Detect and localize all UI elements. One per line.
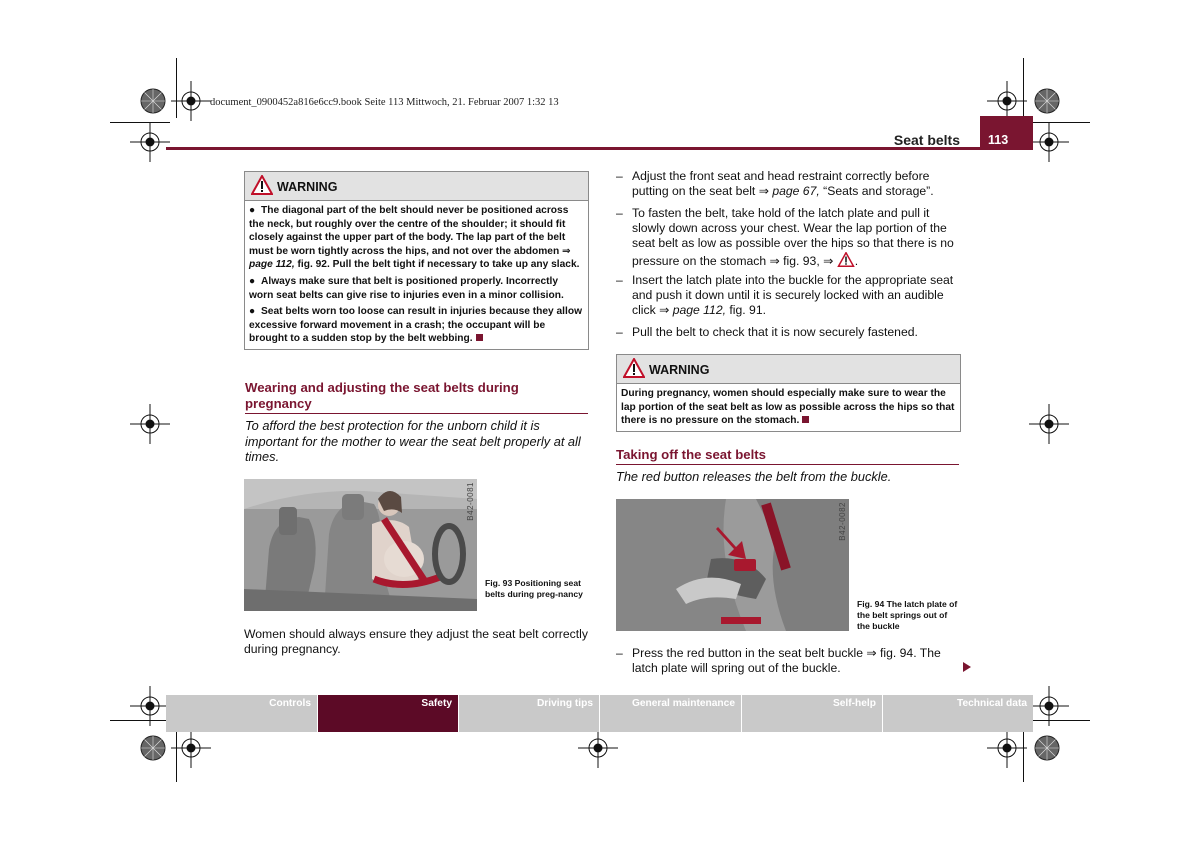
warning-header [245,172,588,201]
warning-box-2 [616,354,961,432]
bullet-icon: ● [249,205,256,216]
pregnancy-body-text: Women should always ensure they adjust the seat belt correctly during pregnancy. [244,627,588,657]
step-adjust-seat: – Adjust the front seat and head restraint correctly before putting on the seat belt ⇒ page 67, “Seats and storage”. [616,169,934,199]
figure-94-code: B42-0082 [838,502,847,541]
warning-triangle-icon [623,358,645,378]
nav-tab-general-maintenance[interactable]: General maintenance [600,695,741,732]
figure-94-image [616,499,849,631]
warning-title: WARNING [277,180,338,194]
nav-tab-technical-data[interactable]: Technical data [883,695,1033,732]
section-intro-pregnancy: To afford the best protection for the unborn child it is important for the mother to wear the seat belt properly at all times. [245,418,581,465]
warning-paragraph-3: ● Seat belts worn too loose can result in injuries because they allow excessive forward movement in a crash; the occupant will be brought to a sudden stop by the belt webbing. [249,306,582,345]
header-rule [166,147,980,150]
page-number: 113 [988,133,1009,147]
step-fasten-belt: – To fasten the belt, take hold of the latch plate and pull it slowly down across your chest. Wear the lap portion of the seat belt as low as possible over the hips so that there is no pressure on the stomach ⇒ fig. 93, ⇒ . [616,206,954,268]
warning-body [245,201,588,349]
nav-tab-driving-tips[interactable]: Driving tips [459,695,599,732]
warning-title: WARNING [649,363,710,377]
warning-paragraph: During pregnancy, women should especially make sure to wear the lap portion of the seat belt as low as possible across the hips so that there is no pressure on the stomach. [621,388,955,427]
step-press-button: – Press the red button in the seat belt buckle ⇒ fig. 94. The latch plate will spring out of the buckle. [616,646,941,676]
figure-93-image [244,479,477,611]
figure-93-caption: Fig. 93 Positioning seat belts during preg-nancy [485,578,583,599]
step-pull-belt: – Pull the belt to check that it is now securely fastened. [616,325,918,339]
warning-triangle-icon [251,175,273,195]
end-square-icon [476,334,483,341]
figure-93-code: B42-0081 [466,482,475,521]
nav-tab-self-help[interactable]: Self-help [742,695,882,732]
section-intro-taking-off: The red button releases the belt from the buckle. [616,469,892,484]
warning-body [617,384,960,431]
bullet-icon: ● [249,275,256,287]
buckle-release-illustration [616,499,849,631]
nav-tab-controls[interactable]: Controls [166,695,317,732]
section-heading-pregnancy: Wearing and adjusting the seat belts during pregnancy [245,380,588,414]
warning-box-1 [244,171,589,350]
page-number-box [980,116,1033,150]
warning-triangle-icon [837,252,855,267]
print-header: document_0900452a816e6cc9.book Seite 113 Mittwoch, 21. Februar 2007 1:32 13 [210,97,559,108]
page-reference[interactable]: page 112, [249,259,295,271]
end-square-icon [802,416,809,423]
page-reference[interactable]: page 112, [672,303,727,318]
pregnancy-seatbelt-illustration [244,479,477,611]
warning-paragraph-2: ● Always make sure that belt is positioned properly. Incorrectly worn seat belts can give rise to injuries even in a minor collision. [249,275,564,301]
page-reference[interactable]: page 67, [772,184,820,199]
figure-94-caption: Fig. 94 The latch plate of the belt springs out of the buckle [857,599,958,631]
section-heading-taking-off: Taking off the seat belts [616,447,959,465]
nav-tab-safety[interactable]: Safety [318,695,458,732]
section-title: Seat belts [893,132,960,148]
warning-paragraph-1: ● The diagonal part of the belt should never be positioned across the neck, but roughly over the centre of the shoulder; it should fit closely against the upper part of the body. The lap part of the belt must be worn tightly across the hips, and not over the abdomen ⇒ page 112, fig. 92. Pull the belt tight if necessary to take up any slack. [249,205,580,271]
step-insert-latch: – Insert the latch plate into the buckle for the appropriate seat and push it down until it is securely locked with an audible click ⇒ page 112, fig. 91. [616,273,954,318]
warning-header [617,355,960,384]
continue-arrow-icon [963,662,971,672]
bullet-icon: ● [249,306,256,318]
